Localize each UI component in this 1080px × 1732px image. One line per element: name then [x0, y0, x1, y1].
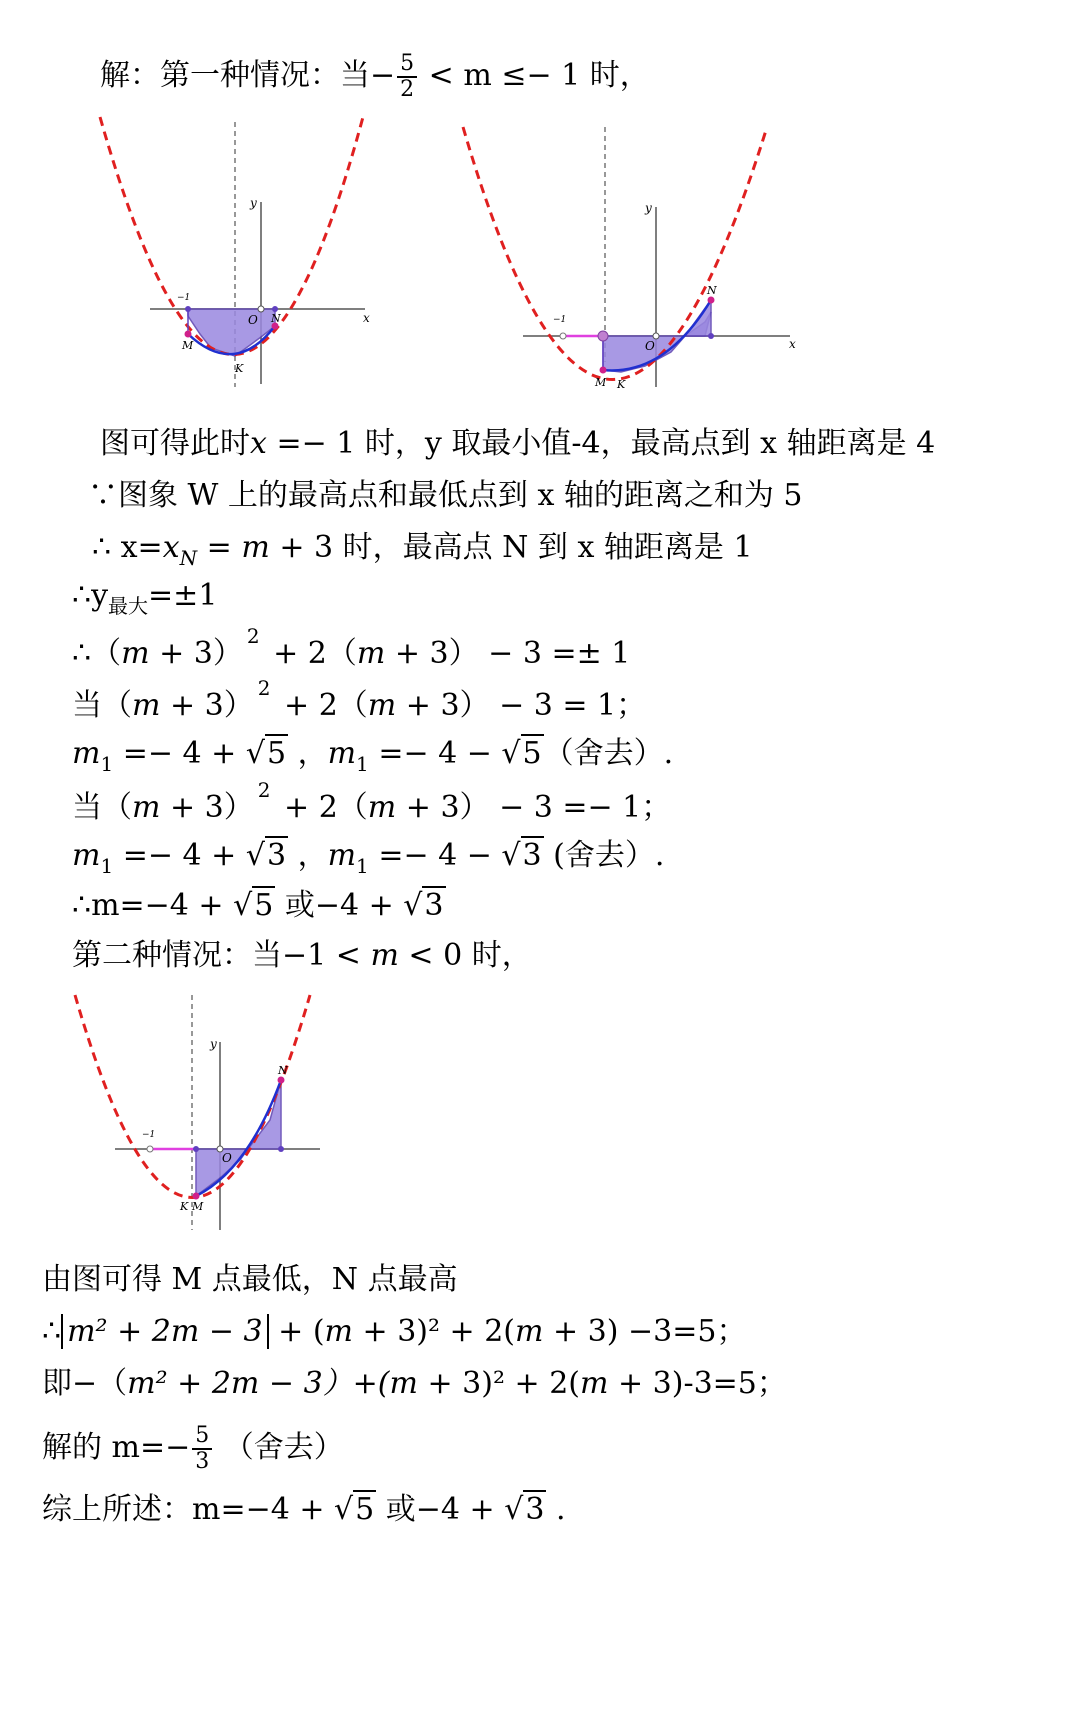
point-m: [600, 367, 607, 374]
label-m: M: [192, 1200, 204, 1213]
label-tick: −1: [553, 315, 567, 325]
line-conclusion: 综上所述：m=−4 + √5 或−4 + √3 .: [42, 1492, 566, 1527]
label-m: M: [595, 376, 607, 389]
label-y: y: [645, 201, 652, 215]
label-o: O: [248, 313, 258, 327]
line-case1-result: ∴m=−4 + √5 或−4 + √3: [72, 888, 444, 923]
shaded-region: [603, 312, 711, 372]
label-y: y: [210, 1037, 217, 1051]
label-m: M: [182, 339, 194, 352]
point-n: [708, 297, 715, 304]
label-k: K: [617, 378, 626, 391]
line-roots-sqrt5: $m_1 =- 4 + √5$ ，$m_1 =- 4 - √5$（舍去）.: [72, 736, 674, 776]
case2-heading: 第二种情况：当−1 < m < 0 时，: [72, 938, 532, 973]
line-because: ∵图象 W 上的最高点和最低点到 x 轴的距离之和为 5: [88, 478, 803, 513]
label-y: y: [250, 196, 257, 210]
point-left: [560, 333, 566, 339]
frac-numerator: 5: [397, 52, 417, 78]
line-therefore-xn: ∴ $x=x_N = m + 3$ 时，最高点 N 到 x 轴距离是 1: [92, 530, 753, 570]
graph-figure-3: [70, 990, 330, 1235]
graph-figure-1: [95, 112, 385, 392]
line-expanded-equation: 即−（m² + 2m − 3）+(m + 3)² + 2(m + 3)-3=5；: [42, 1366, 787, 1401]
line-min-value: 图可得此时x =− 1 时，y 取最小值-4，最高点到 x 轴距离是 4: [100, 426, 936, 461]
line-roots-sqrt3: $m_1 =- 4 + √3$ ，$m_1 =- 4 - √3$ (舍去）.: [72, 838, 665, 878]
label-n: N: [278, 1064, 288, 1077]
fraction-five-thirds: $\frac{5}{3}$: [192, 1424, 212, 1474]
point-origin: [258, 306, 264, 312]
label-o: O: [222, 1151, 232, 1165]
line-ymax: $\therefore y_{最大}=\pm 1$: [72, 578, 218, 618]
case1-condition: < m ≤− 1 时，: [419, 58, 650, 93]
line-m-lowest: 由图可得 M 点最低，N 点最高: [42, 1262, 458, 1297]
minus-sign: −: [370, 58, 396, 93]
line-solve-case2: 解的 m=− $\frac{5}{3}$ （舍去）: [42, 1423, 344, 1474]
label-tick: −1: [177, 293, 191, 303]
label-k: K: [180, 1200, 189, 1213]
point-left: [147, 1146, 153, 1152]
label-x: x: [789, 337, 796, 351]
point-n: [278, 1077, 285, 1084]
point-m: [185, 331, 192, 338]
graph-figure-2: [455, 112, 800, 392]
case1-heading: [100, 52, 650, 102]
label-n: N: [271, 312, 281, 325]
label-x: x: [363, 311, 370, 325]
line-abs-equation: ∴ m² + 2m − 3 + (m + 3)² + 2(m + 3) −3=5；: [42, 1314, 747, 1349]
label-tick: −1: [142, 1130, 156, 1140]
label-o: O: [645, 339, 655, 353]
fraction-five-halves: [397, 52, 417, 102]
solution-intro: 解：第一种情况：当: [100, 58, 370, 93]
line-equation-pm1: ∴（m + 3） $^2$ + 2（m + 3） − 3 =± 1: [72, 624, 631, 671]
label-n: N: [707, 284, 717, 297]
line-equation-minus1: 当（m + 3） $^2$ + 2（m + 3） − 3 =− 1；: [72, 778, 672, 825]
shaded-region: [188, 309, 275, 356]
label-k: K: [235, 362, 244, 375]
point-m: [193, 1193, 200, 1200]
line-equation-1: 当（m + 3） $^2$ + 2（m + 3） − 3 = 1；: [72, 676, 647, 723]
point-left: [185, 306, 191, 312]
frac-denominator: 2: [400, 77, 415, 102]
